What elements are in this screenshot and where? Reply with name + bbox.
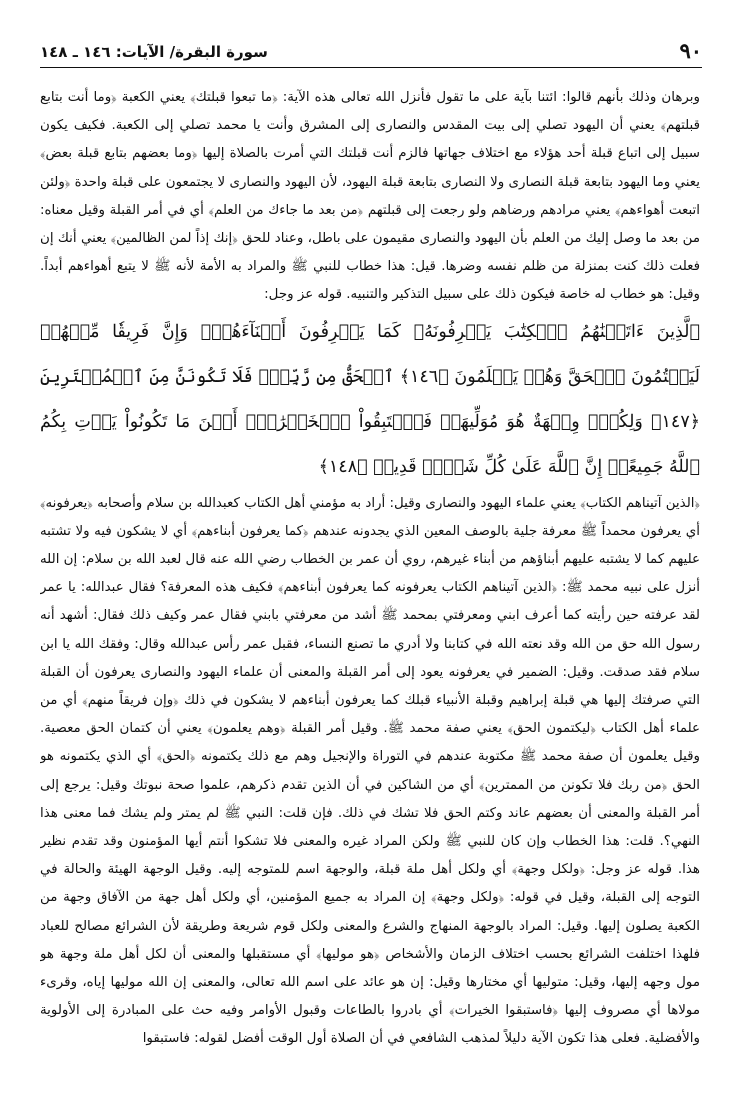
- header-rule: [40, 67, 702, 68]
- page-header: [40, 38, 702, 72]
- page-number: ٩٠: [679, 38, 702, 63]
- body-text: [40, 84, 700, 1066]
- paragraph-intro: وبرهان وذلك بأنهم قالوا: ائتنا بآية على ما تقول فأنزل الله تعالى هذه الآية: ﴿ما تبعوا قبلتك﴾ يعني الكعبة ﴿وما أنت بتابع قبلتهم﴾ يعني أن اليهود تصلي إلى بيت المقدس والنصارى إلى المشرق وأنت يا محمد تصلي إلى الكعبة. فكيف يكون سبيل إلى اتباع قبلة أحد هؤلاء مع اختلاف جهاتها فالزم أنت قبلتك التي أمرت بالصلاة إليها ﴿وما بعضهم بتابع قبلة بعض﴾ يعني وما اليهود بتابعة قبلة النصارى ولا النصارى بتابعة قبلة اليهود، لأن اليهود والنصارى لا يجتمعون على قبلة واحدة ﴿ولئن اتبعت أهواءهم﴾ يعني مرادهم ورضاهم ولو رجعت إلى قبلتهم ﴿من بعد ما جاءك من العلم﴾ أي في أمر القبلة وقيل معناه: من بعد ما وصل إليك من العلم بأن اليهود والنصارى مقيمون على باطل، وعناد للحق ﴿إنك إذاً لمن الظالمين﴾ يعني أنك إن فعلت ذلك كنت بمنزلة من ظلم نفسه وضرها. قيل: هذا خطاب للنبي ﷺ والمراد به الأمة لأنه ﷺ لا يتبع أهواءهم أبداً. وقيل: هو خطاب له خاصة فيكون ذلك على سبيل التذكير والتنبيه. قوله عز وجل:: [40, 90, 700, 303]
- running-title: سورة البقرة/ الآيات: ١٤٦ ـ ١٤٨: [40, 43, 268, 61]
- quran-verse: ٱلَّذِينَ ءَاتَيۡنَٰهُمُ ٱلۡكِتَٰبَ يَعۡرِفُونَهُۥ كَمَا يَعۡرِفُونَ أَبۡنَآءَهُمۡۖ وَإِنَّ فَرِيقٗا مِّنۡهُمۡ لَيَكۡتُمُونَ ٱلۡحَقَّ وَهُمۡ يَعۡلَمُونَ ﴿١٤٦﴾ ٱلۡحَقُّ مِن رَّبِّكَۖ فَلَا تَكُونَنَّ مِنَ ٱلۡمُمۡتَرِينَ ﴿١٤٧﴾ وَلِكُلّٖ وِجۡهَةٌ هُوَ مُوَلِّيهَاۖ فَٱسۡتَبِقُواْ ٱلۡخَيۡرَٰتِۚ أَيۡنَ مَا تَكُونُواْ يَأۡتِ بِكُمُ ٱللَّهُ جَمِيعًاۚ إِنَّ ٱللَّهَ عَلَىٰ كُلِّ شَيۡءٖ قَدِيرٞ ﴿١٤٨﴾: [40, 321, 700, 477]
- paragraph-commentary: ﴿الذين آتيناهم الكتاب﴾ يعني علماء اليهود والنصارى وقيل: أراد به مؤمني أهل الكتاب كعبدالله بن سلام وأصحابه ﴿يعرفونه﴾ أي يعرفون محمداً ﷺ معرفة جلية بالوصف المعين الذي يجدونه عندهم ﴿كما يعرفون أبناءهم﴾ أي لا يشكون فيه ولا تشتبه عليهم كما لا يشتبه عليهم أبناؤهم من أبناء غيرهم، روي أن عمر بن الخطاب رضي الله عنه قال لعبد الله بن سلام: إن الله أنزل على نبيه محمد ﷺ: ﴿الذين آتيناهم الكتاب يعرفونه كما يعرفون أبناءهم﴾ فكيف هذه المعرفة؟ فقال عبدالله: يا عمر لقد عرفته حين رأيته كما أعرف ابني ومعرفتي بمحمد ﷺ أشد من معرفتي بابني فقال عمر وكيف ذلك فقال: أشهد أنه رسول الله حق من الله وقد نعته الله في كتابنا ولا أدري ما تصنع النساء، فقبل عمر رأس عبدالله وقال: وفقك الله يا ابن سلام فقد صدقت. وقيل: الضمير في يعرفونه يعود إلى أمر القبلة والمعنى أن علماء اليهود والنصارى يعرفون أن القبلة التي صرفتك إليها هي قبلة إبراهيم وقبلة الأنبياء قبلك كما يعرفون أبناءهم لا يشكون في ذلك ﴿وإن فريقاً منهم﴾ أي من علماء أهل الكتاب ﴿ليكتمون الحق﴾ يعني صفة محمد ﷺ. وقيل أمر القبلة ﴿وهم يعلمون﴾ يعني أن كتمان الحق معصية. وقيل يعلمون أن صفة محمد ﷺ مكتوبة عندهم في التوراة والإنجيل وهم مع ذلك يكتمونه ﴿الحق﴾ أي الذي يكتمونه هو الحق ﴿من ربك فلا تكونن من الممترين﴾ أي من الشاكين في أن الذين تقدم ذكرهم، علموا صحة نبوتك وقيل: يرجع إلى أمر القبلة والمعنى أن بعضهم عاند وكتم الحق فلا تشك في ذلك. فإن قلت: النبي ﷺ لم يمتر ولم يشك فما معنى هذا النهي؟. قلت: هذا الخطاب وإن كان للنبي ﷺ ولكن المراد غيره والمعنى فلا تشكوا أنتم أيها المؤمنون وقد تقدم نظير هذا. قوله عز وجل: ﴿ولكل وجهة﴾ أي ولكل أهل ملة قبلة، والوجهة اسم للمتوجه إليه. وقيل الوجهة الهيئة والحالة في التوجه إلى القبلة، وقيل في قوله: ﴿ولكل وجهة﴾ إن المراد به جميع المؤمنين، أي ولكل أهل جهة من الآفاق وجهة من الكعبة يصلون إليها. وقيل: المراد بالوجهة المنهاج والشرع والمعنى ولكل قوم شريعة وطريقة لأن الشرائع مصالح للعباد فلهذا اختلفت الشرائع بحسب اختلاف الزمان والأشخاص ﴿هو موليها﴾ أي مستقبلها والمعنى أن لكل أهل ملة وجهة هو مول وجهه إليها، وقيل: متوليها أي مختارها وقيل: إن هو عائد على اسم الله تعالى، والمعنى إن الله موليها إياه، وقرىء مولاها أي مصروف إليها ﴿فاستبقوا الخيرات﴾ أي بادروا بالطاعات وقبول الأوامر وفيه حث على المبادرة إلى الأولوية والأفضلية. فعلى هذا تكون الآية دليلاً لمذهب الشافعي في أن الصلاة أول الوقت أفضل لقوله: فاستبقوا: [40, 495, 700, 1047]
